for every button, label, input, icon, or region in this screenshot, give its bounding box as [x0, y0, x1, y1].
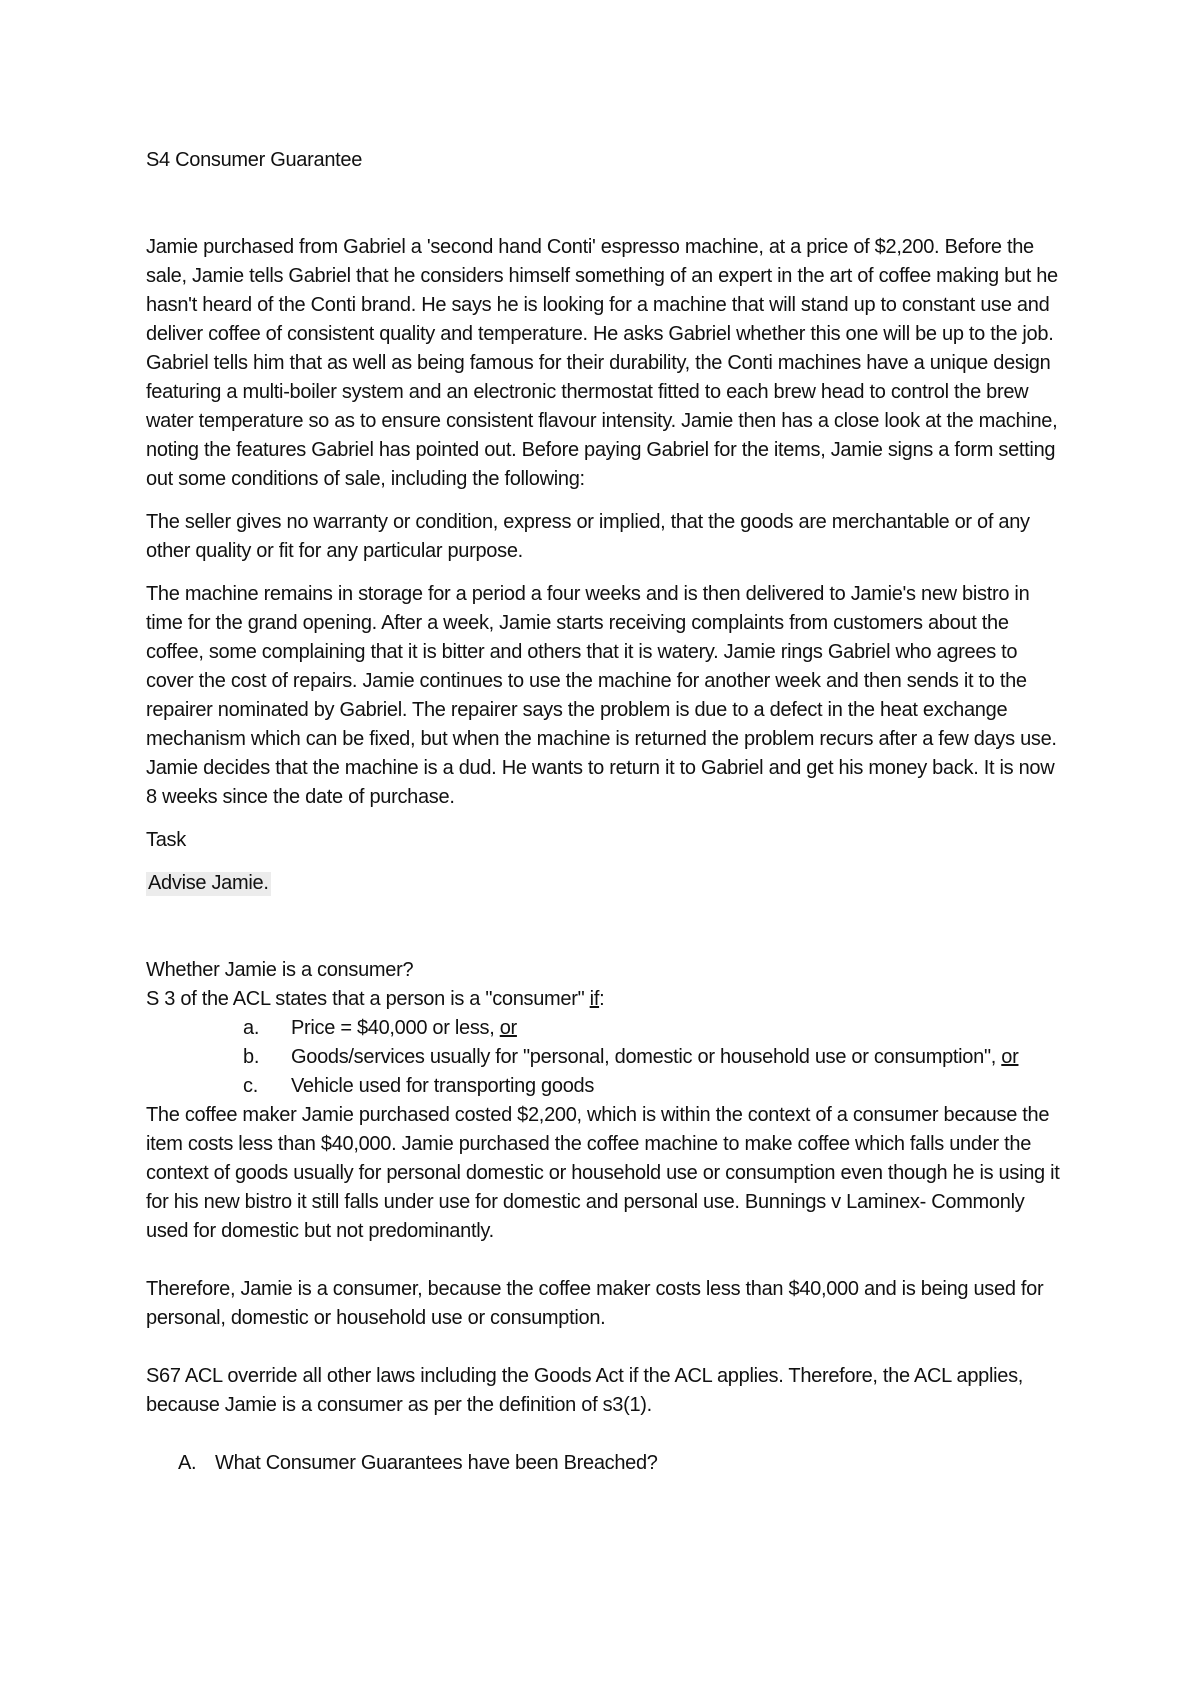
criteria-item	[146, 1014, 1066, 1043]
criteria-joiner: or	[499, 1017, 517, 1039]
criteria-text: Goods/services usually for "personal, domestic or household use or consumption",	[291, 1046, 1002, 1068]
definition-intro-text: S 3 of the ACL states that a person is a "consumer"	[146, 988, 590, 1010]
criteria-item	[146, 1043, 1066, 1072]
definition-if-word: if	[589, 988, 600, 1010]
consumer-criteria-list	[146, 1014, 1066, 1101]
task-text-highlighted: Advise Jamie.	[148, 872, 269, 894]
criteria-text: Vehicle used for transporting goods	[291, 1075, 595, 1097]
list-marker: a.	[243, 1017, 260, 1039]
task-instruction	[146, 869, 1066, 898]
conclusion-paragraph: Therefore, Jamie is a consumer, because the coffee maker costs less than $40,000 and is being used for personal, domestic or household use or consumption.	[146, 1278, 1044, 1329]
scenario-paragraph-1: Jamie purchased from Gabriel a 'second hand Conti' espresso machine, at a price of $2,200. Before the sale, Jamie tells Gabriel that he considers himself something of an expert in the art of coffee making but he hasn't heard of the Conti brand. He says he is looking for a machine that will stand up to constant use and deliver coffee of consistent quality and temperature. He asks Gabriel whether this one will be up to the job. Gabriel tells him that as well as being famous for their durability, the Conti machines have a unique design featuring a multi-boiler system and an electronic thermostat fitted to each brew head to control the brew water temperature so as to ensure consistent flavour intensity. Jamie then has a close look at the machine, noting the features Gabriel has pointed out. Before paying Gabriel for the items, Jamie signs a form setting out some conditions of sale, including the following:	[146, 236, 1058, 490]
exclusion-clause-paragraph: The seller gives no warranty or condition, express or implied, that the goods are merchantable or of any other quality or fit for any particular purpose.	[146, 511, 1030, 562]
definition-colon: :	[599, 988, 605, 1010]
consumer-definition-intro	[146, 985, 1066, 1014]
scenario-paragraph-2: The machine remains in storage for a period a four weeks and is then delivered to Jamie's new bistro in time for the grand opening. After a week, Jamie starts receiving complaints from customers about the coffee, some complaining that it is bitter and others that it is watery. Jamie rings Gabriel who agrees to cover the cost of repairs. Jamie continues to use the machine for another week and then sends it to the repairer nominated by Gabriel. The repairer says the problem is due to a defect in the heat exchange mechanism which can be fixed, but when the machine is returned the problem recurs after a few days use. Jamie decides that the machine is a dud. He wants to return it to Gabriel and get his money back. It is now 8 weeks since the date of purchase.	[146, 583, 1057, 808]
document-body	[146, 146, 1066, 1478]
document-title: S4 Consumer Guarantee	[146, 149, 363, 171]
section-list	[146, 1449, 1066, 1478]
list-marker: b.	[243, 1046, 260, 1068]
section-heading-a	[146, 1449, 1066, 1478]
override-paragraph: S67 ACL override all other laws including the Goods Act if the ACL applies. Therefore, the ACL applies, because Jamie is a consumer as per the definition of s3(1).	[146, 1365, 1024, 1416]
section-heading-text: What Consumer Guarantees have been Breached?	[215, 1452, 658, 1474]
criteria-text: Price = $40,000 or less,	[291, 1017, 500, 1039]
criteria-item	[146, 1072, 1066, 1101]
list-marker: c.	[243, 1075, 258, 1097]
question-heading: Whether Jamie is a consumer?	[146, 959, 414, 981]
list-marker: A.	[178, 1452, 197, 1474]
task-label: Task	[146, 829, 186, 851]
analysis-paragraph: The coffee maker Jamie purchased costed $2,200, which is within the context of a consumer because the item costs less than $40,000. Jamie purchased the coffee machine to make coffee which falls under the context of goods usually for personal domestic or household use or consumption even though he is using it for his new bistro it still falls under use for domestic and personal use. Bunnings v Laminex- Commonly used for domestic but not predominantly.	[146, 1104, 1060, 1242]
criteria-joiner: or	[1001, 1046, 1019, 1068]
